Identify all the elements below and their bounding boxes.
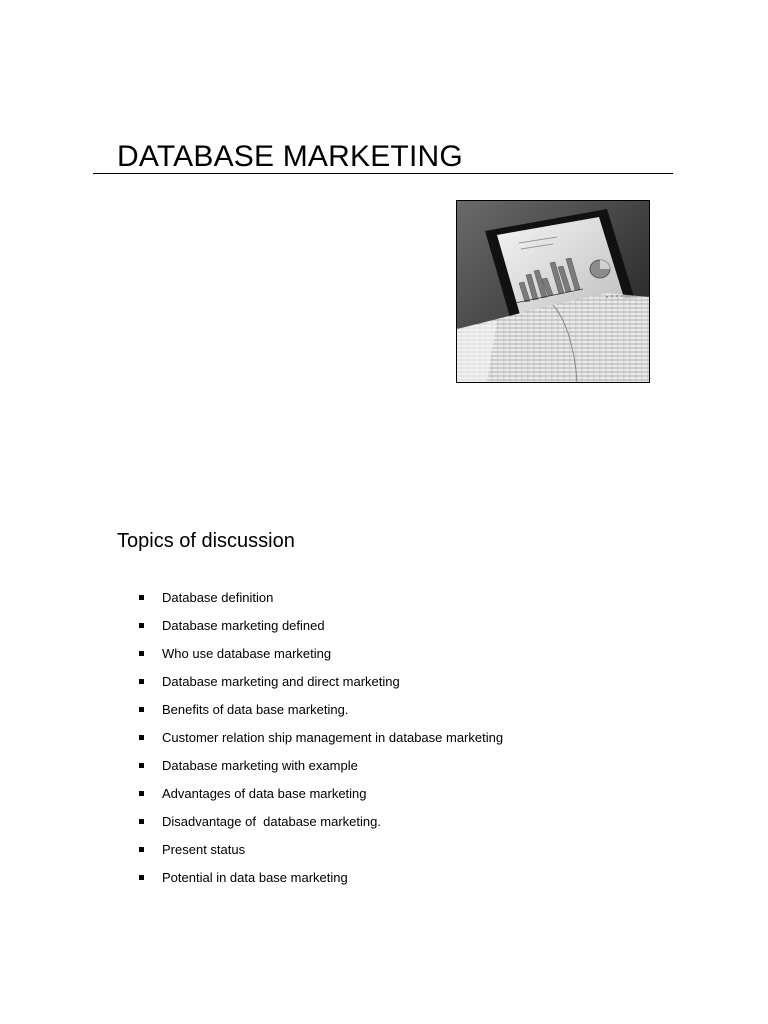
- list-item-label: Present status: [162, 842, 246, 857]
- list-item-label: Who use database marketing: [162, 646, 332, 661]
- list-item-label: Disadvantage of database marketing.: [162, 814, 381, 829]
- square-bullet-icon: [139, 651, 144, 656]
- square-bullet-icon: [139, 819, 144, 824]
- page-title: DATABASE MARKETING: [117, 140, 463, 173]
- list-item-label: Database definition: [162, 590, 274, 605]
- list-item-label: Database marketing defined: [162, 618, 325, 633]
- laptop-chart-illustration: [457, 201, 649, 382]
- list-item-label: Potential in data base marketing: [162, 870, 348, 885]
- list-item-label: Customer relation ship management in database marketing: [162, 730, 504, 745]
- square-bullet-icon: [139, 763, 144, 768]
- list-item-label: Database marketing and direct marketing: [162, 674, 400, 689]
- title-underline: [93, 173, 673, 174]
- square-bullet-icon: [139, 847, 144, 852]
- list-item-label: Benefits of data base marketing.: [162, 702, 349, 717]
- square-bullet-icon: [139, 623, 144, 628]
- square-bullet-icon: [139, 791, 144, 796]
- list-item-label: Database marketing with example: [162, 758, 358, 773]
- square-bullet-icon: [139, 875, 144, 880]
- square-bullet-icon: [139, 707, 144, 712]
- square-bullet-icon: [139, 679, 144, 684]
- laptop-chart-photo: [456, 200, 650, 383]
- square-bullet-icon: [139, 735, 144, 740]
- square-bullet-icon: [139, 595, 144, 600]
- topics-heading: Topics of discussion: [117, 530, 295, 552]
- list-item-label: Advantages of data base marketing: [162, 786, 367, 801]
